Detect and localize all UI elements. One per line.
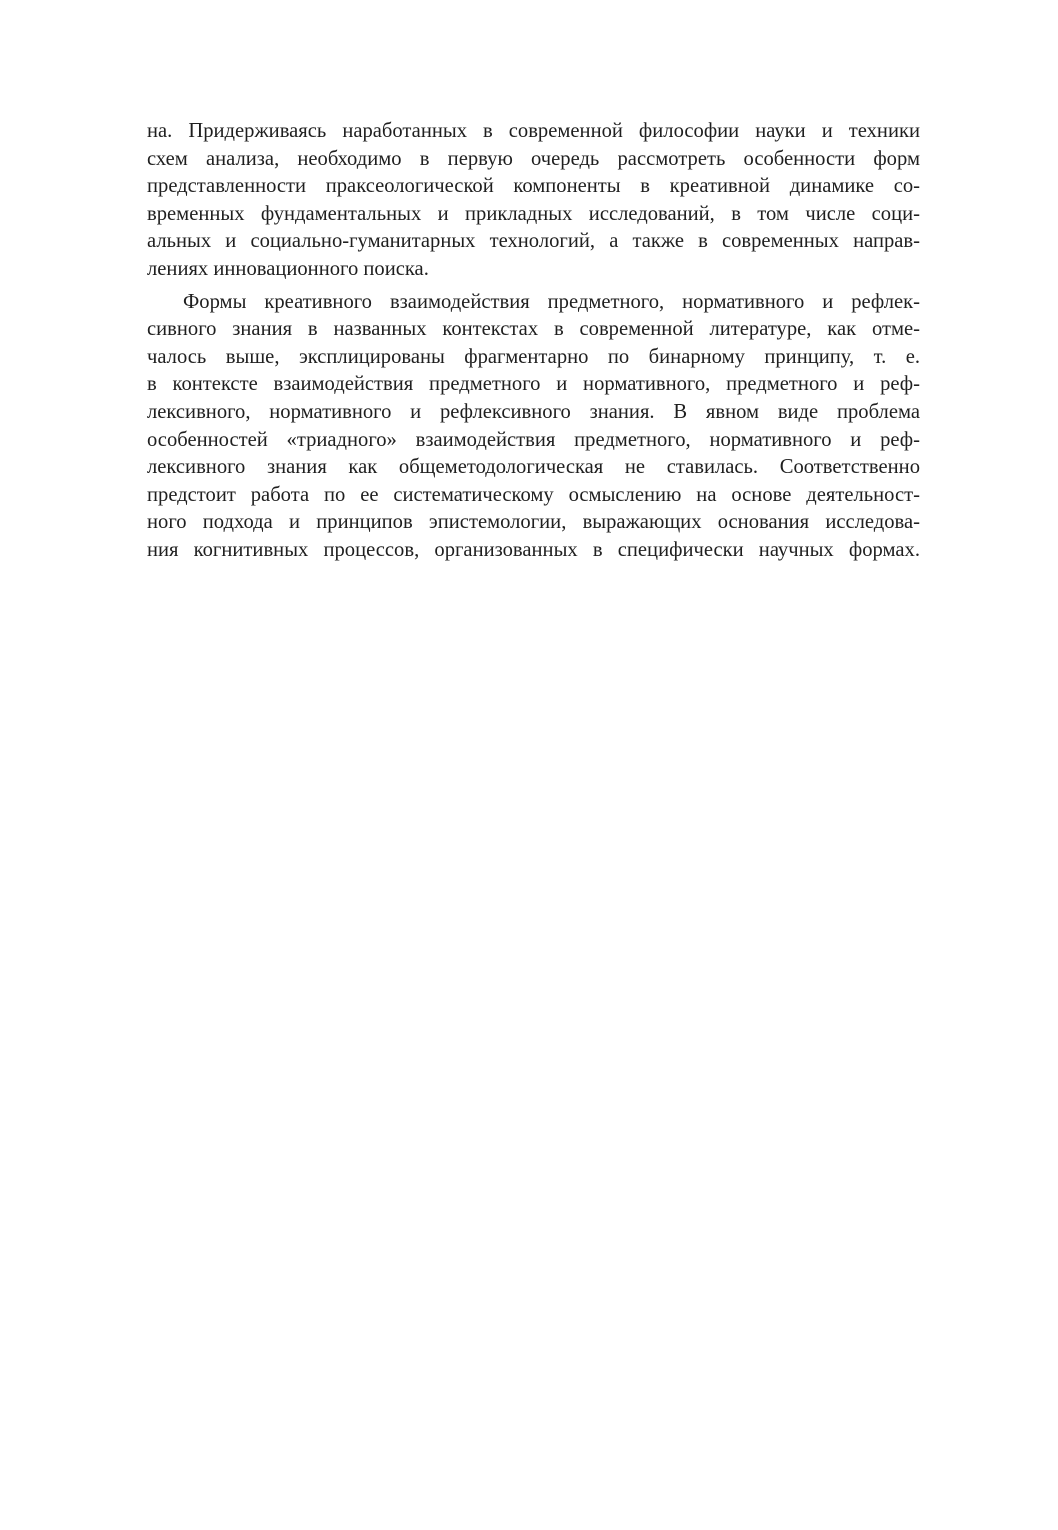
text-line: временных фундаментальных и прикладных исследований, в том числе соци- (147, 202, 920, 225)
text-line: альных и социально-гуманитарных технологий, а также в современных направ- (147, 230, 920, 253)
text-line: ния когнитивных процессов, организованных в специфически научных формах. (147, 538, 920, 561)
paragraph-2 (147, 289, 920, 565)
text-line: в контексте взаимодействия предметного и нормативного, предметного и реф- (147, 373, 920, 396)
text-line: на. Придерживаясь наработанных в современной философии науки и техники (147, 120, 920, 142)
text-line: особенностей «триадного» взаимодействия предметного, нормативного и реф- (147, 428, 920, 451)
text-line: лексивного, нормативного и рефлексивного знания. В явном виде проблема (147, 400, 920, 423)
paragraph-1 (147, 118, 920, 284)
text-line: лениях инновационного поиска. (147, 257, 429, 280)
text-line: схем анализа, необходимо в первую очередь рассмотреть особенности форм (147, 147, 920, 170)
text-line: предстоит работа по ее систематическому осмыслению на основе деятельност- (147, 483, 920, 506)
body-text (147, 118, 920, 565)
text-line: Формы креативного взаимодействия предметного, нормативного и рефлек- (183, 290, 920, 313)
text-line: представленности праксеологической компоненты в креативной динамике со- (147, 175, 920, 198)
text-line: чалось выше, эксплицированы фрагментарно по бинарному принципу, т. е. (147, 345, 920, 368)
text-line: ного подхода и принципов эпистемологии, выражающих основания исследова- (147, 511, 920, 534)
text-line: лексивного знания как общеметодологическая не ставилась. Соответственно (147, 456, 920, 479)
text-line: сивного знания в названных контекстах в современной литературе, как отме- (147, 318, 920, 341)
